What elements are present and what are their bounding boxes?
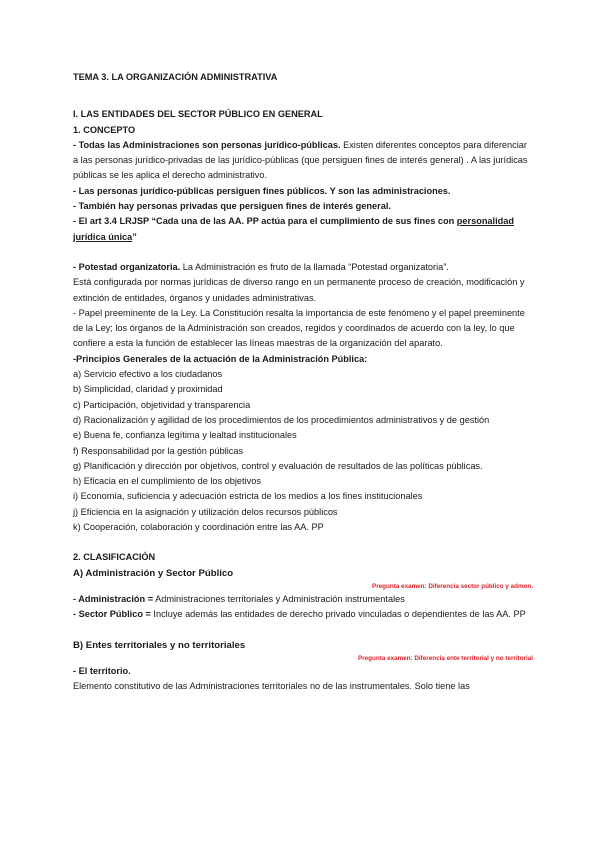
list-item: d) Racionalización y agilidad de los procedimientos de los procedimientos administrativos y de gestión: [73, 414, 490, 425]
exam-note: Pregunta examen: Diferencia ente territorial y no territorial: [358, 654, 533, 662]
document-page: [73, 70, 533, 694]
subsection-heading: 1. CONCEPTO: [73, 124, 136, 135]
paragraph-text: Existen diferentes conceptos para diferenciar a las personas jurídico-privadas de las jurídico-públicas (que persiguen fines de interés general) . A las jurídicas públicas se les aplica el derecho administrativo.: [73, 139, 528, 181]
paragraph-text: La Administración es fruto de la llamada “Potestad organizatoria”.: [180, 261, 449, 272]
paragraph-bold: - También hay personas privadas que persiguen fines de interés general.: [73, 201, 391, 212]
section-heading: I. LAS ENTIDADES DEL SECTOR PÚBLICO EN GENERAL: [73, 109, 323, 120]
paragraph-text: Elemento constitutivo de las Administraciones territoriales no de las instrumentales. Solo tiene las: [73, 681, 470, 692]
document-title: TEMA 3. LA ORGANIZACIÓN ADMINISTRATIVA: [73, 72, 278, 82]
paragraph-bold: - Las personas jurídico-públicas persiguen fines públicos. Y son las administraciones.: [73, 185, 451, 196]
paragraph-potestad: [73, 260, 533, 275]
list-item: a) Servicio efectivo a los ciudadanos: [73, 369, 223, 380]
paragraph-text: Está configurada por normas jurídicas de diverso rango en un permanente proceso de creación, modificación y extinción de entidades, órganos y unidades administrativas.: [73, 277, 525, 303]
definition: Incluye además las entidades de derecho privado vinculadas o dependientes de las AA. PP: [150, 609, 526, 620]
paragraph-article-end: ”: [132, 231, 137, 242]
paragraph-bold: - El territorio.: [73, 665, 131, 676]
list-item: i) Economía, suficiencia y adecuación estricta de los medios a los fines institucionales: [73, 491, 423, 502]
paragraph-bold-lead: - Todas las Administraciones son personas jurídico-públicas.: [73, 139, 341, 150]
list-item: g) Planificación y dirección por objetivos, control y evaluación de resultados de las políticas públicas.: [73, 460, 483, 471]
definition: Administraciones territoriales y Administración instrumentales: [153, 593, 405, 604]
paragraph-article: [73, 214, 533, 245]
term: - Administración =: [73, 593, 154, 604]
list-item: k) Cooperación, colaboración y coordinación entre las AA. PP: [73, 522, 324, 533]
list-item: h) Eficacia en el cumplimiento de los objetivos: [73, 476, 261, 487]
paragraph-bold-lead: - Potestad organizatoria.: [73, 261, 181, 272]
list-item: f) Responsabilidad por la gestión públicas: [73, 445, 244, 456]
principles-heading: -Principios Generales de la actuación de la Administración Pública:: [73, 353, 368, 364]
exam-note: Pregunta examen: Diferencia sector público y admon.: [372, 582, 533, 590]
paragraph-text: - Papel preeminente de la Ley. La Constitución resalta la importancia de este fenómeno y el papel preeminente de la Ley; los órganos de la Administración son creados, regidos y coordinados de acuerdo con la ley, lo que confiere a esta la función de establecer las líneas maestras de la organización del aparato.: [73, 307, 525, 349]
list-item: c) Participación, objetividad y transparencia: [73, 399, 251, 410]
term: - Sector Público =: [73, 609, 151, 620]
paragraph-definition: [73, 592, 533, 607]
list-item: e) Buena fe, confianza legítima y lealtad institucionales: [73, 430, 297, 441]
paragraph-concept: [73, 138, 533, 184]
section-heading: 2. CLASIFICACIÓN: [73, 552, 156, 563]
subsection-heading: A) Administración y Sector Público: [73, 567, 234, 579]
paragraph-article-lead: - El art 3.4 LRJSP “Cada una de las AA. PP actúa para el cumplimiento de sus fines con: [73, 216, 457, 227]
list-item: j) Eficiencia en la asignación y utilización delos recursos públicos: [73, 506, 338, 517]
paragraph-definition: [73, 607, 533, 622]
underlined-term: personalidad jurídica única: [73, 216, 514, 242]
list-item: b) Simplicidad, claridad y proximidad: [73, 384, 223, 395]
principles-list: [73, 367, 533, 535]
subsection-heading: B) Entes territoriales y no territoriales: [73, 639, 246, 651]
